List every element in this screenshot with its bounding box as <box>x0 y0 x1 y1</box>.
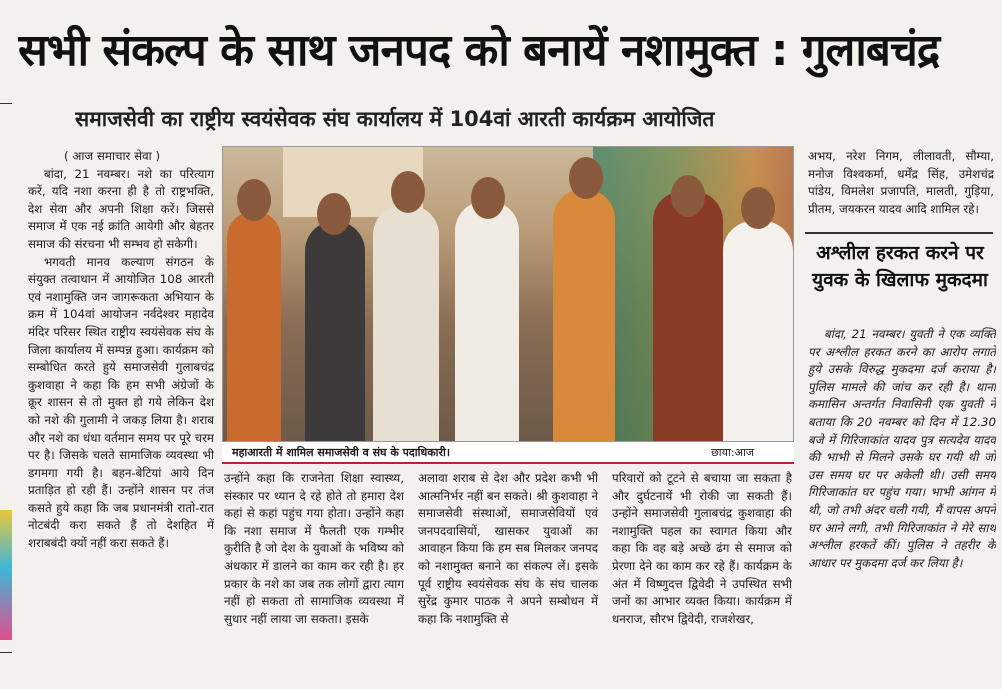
article-column-2: उन्होंने कहा कि राजनेता शिक्षा स्वास्थ्य, संस्कार पर ध्यान दे रहे होते तो हमारा देश कहां से कहां पहुंच गया होता। उन्होंने कहा कि नशा समाज में फैलती एक गम्भीर कुरीति है जो देश के युवाओं के भविष्य को अंधकार में डालने का काम कर रही है। हर प्रकार के नशे का जब तक लोगों द्वारा त्याग नहीं हो सकता तो सामाजिक व्यवस्था में सुधार नहीं लाया जा सकता। इसके <box>224 471 404 626</box>
article-paragraph <box>28 166 214 254</box>
subheadline: समाजसेवी का राष्ट्रीय स्वयंसेवक संघ कार्यालय में 104वां आरती कार्यक्रम आयोजित <box>75 107 715 131</box>
side-dateline: बांदा, 21 नवम्बर। <box>824 327 905 341</box>
person <box>653 191 723 441</box>
person-head <box>671 175 705 217</box>
person-head <box>317 193 351 235</box>
news-source: ( आज समाचार सेवा ) <box>64 149 161 163</box>
article-column-1 <box>28 148 214 678</box>
side-story-headline: अश्लील हरकत करने पर युवक के खिलाफ मुकदमा <box>812 242 988 291</box>
side-story-body <box>808 326 996 681</box>
dateline: बांदा, 21 नवम्बर। <box>44 166 131 181</box>
paragraph-text: नशे का परित्याग करें, यदि नशा करना ही है तो राष्ट्रभक्ति, देश सेवा और अपनी शिक्षा करें। जिससे समाज में एक नई क्रांति आयेगी और बेहतर समाज की संरचना भी सम्भव हो सकेगी। <box>28 166 214 251</box>
person-head <box>569 157 603 199</box>
article-column-4: परिवारों को टूटने से बचाया जा सकता है और दुर्घटनायें भी रोकी जा सकती हैं। उन्होंने समाजसेवी गुलाबचंद्र कुशवाहा की नशामुक्ति पहल का स्वागत किया और कहा कि वह बड़े अच्छे ढंग से समाज को प्रेरणा देने का काम कर रहे हैं। कार्यक्रम के अंत में विष्णुदत्त द्विवेदी ने उपस्थित सभी जनों का आभार व्यक्त किया। कार्यक्रम में धनराज, सौरभ द्विवेदी, राजशेखर, <box>612 471 792 626</box>
person <box>723 221 793 441</box>
person <box>305 221 365 441</box>
caption-text: महाआरती में शामिल समाजसेवी व संघ के पदाधिकारी। <box>232 446 451 459</box>
photo-credit: छाया:आज <box>711 446 754 459</box>
crop-mark <box>0 652 12 653</box>
article-column-5: अभय, नरेश निगम, लीलावती, सौम्या, मनोज विश्वकर्मा, धर्मेंद्र सिंह, उमेशचंद्र पांडेय, विमलेश प्रजापति, मालती, गुड़िया, प्रीतम, जयकरन यादव आदि शामिल रहे। <box>808 149 994 216</box>
person <box>553 189 615 441</box>
person-head <box>391 171 425 213</box>
article-paragraph: भगवती मानव कल्याण संगठन के संयुक्त तत्वाधान में आयोजित 108 आरती एवं नशामुक्ति जन जागरूकता अभियान के क्रम में 104वां आयोजन नर्वदेश्वर महादेव मंदिर परिसर स्थित राष्ट्रीय स्वयंसेवक संघ के जिला कार्यालय में सम्पन्न हुआ। कार्यक्रम को सम्बोधित करते हुये समाजसेवी गुलाबचंद्र कुशवाहा ने कहा कि हम सभी अंग्रेजों के क्रूर शासन से तो मुक्त हो गये लेकिन देश को नशे की गुलामी ने जकड़ लिया है। शराब और नशे का धंधा वर्तमान समय पर पूरे चरम पर है। जिसके चलते सामाजिक व्यवस्था भी डगमगा गयी है। बहन-बेटियां आये दिन प्रताड़ित हो रही हैं। उन्होंने शासन पर तंज कसते हुये कहा कि जब प्रधानमंत्री रातो-रात नोटबंदी करा सकते हैं तो देशहित में शराबबंदी क्यों नहीं करा सकते हैं। <box>28 254 214 551</box>
person <box>455 201 519 441</box>
side-story-text: युवती ने एक व्यक्ति पर अश्लील हरकत करने का आरोप लगाते हुये उसके विरुद्ध मुकदमा दर्ज कराया है। पुलिस मामले की जांच कर रही है। थाना कमासिन अन्तर्गत निवासिनी एक युवती ने बताया कि 20 नवम्बर को दिन में 12.30 बजे में गिरिजाकांत यादव पुत्र सत्यदेव यादव की भाभी से मिलने उसके घर गयी थी जो उस समय घर पर अकेली थी। उसी समय गिरिजाकांत घर पहुंच गया। भाभी आंगन में थी, जो तभी अंदर चली गयी, मैं वापस अपने घर आने लगी, तभी गिरिजाकांत ने मेरे साथ अश्लील हरकतें कीं। पुलिस ने तहरीर के आधार पर मुकदमा दर्ज कर लिया है। <box>808 327 996 570</box>
person-head <box>237 179 271 221</box>
person <box>373 205 439 441</box>
article-column-3: अलावा शराब से देश और प्रदेश कभी भी आत्मनिर्भर नहीं बन सकते। श्री कुशवाहा ने समाजसेवी संस्थाओं, समाजसेवियों एवं जनपदवासियों, खासकर युवाओं का आवाहन किया कि हम सब मिलकर जनपद को नशामुक्त बनाने का संकल्प लें। इसके पूर्व राष्ट्रीय स्वयंसेवक संघ के संघ चालक सुरेंद्र कुमार पाठक ने अपने सम्बोधन में कहा कि नशामुक्ति से <box>418 471 598 626</box>
person <box>227 211 281 441</box>
edge-strip <box>0 510 12 640</box>
divider <box>805 232 993 234</box>
event-photo <box>222 146 794 442</box>
person-head <box>471 177 505 219</box>
photo-caption <box>222 442 794 464</box>
crop-mark <box>0 103 12 104</box>
person-head <box>741 187 775 229</box>
headline: सभी संकल्प के साथ जनपद को बनायें नशामुक्त : गुलाबचंद्र <box>18 25 940 76</box>
